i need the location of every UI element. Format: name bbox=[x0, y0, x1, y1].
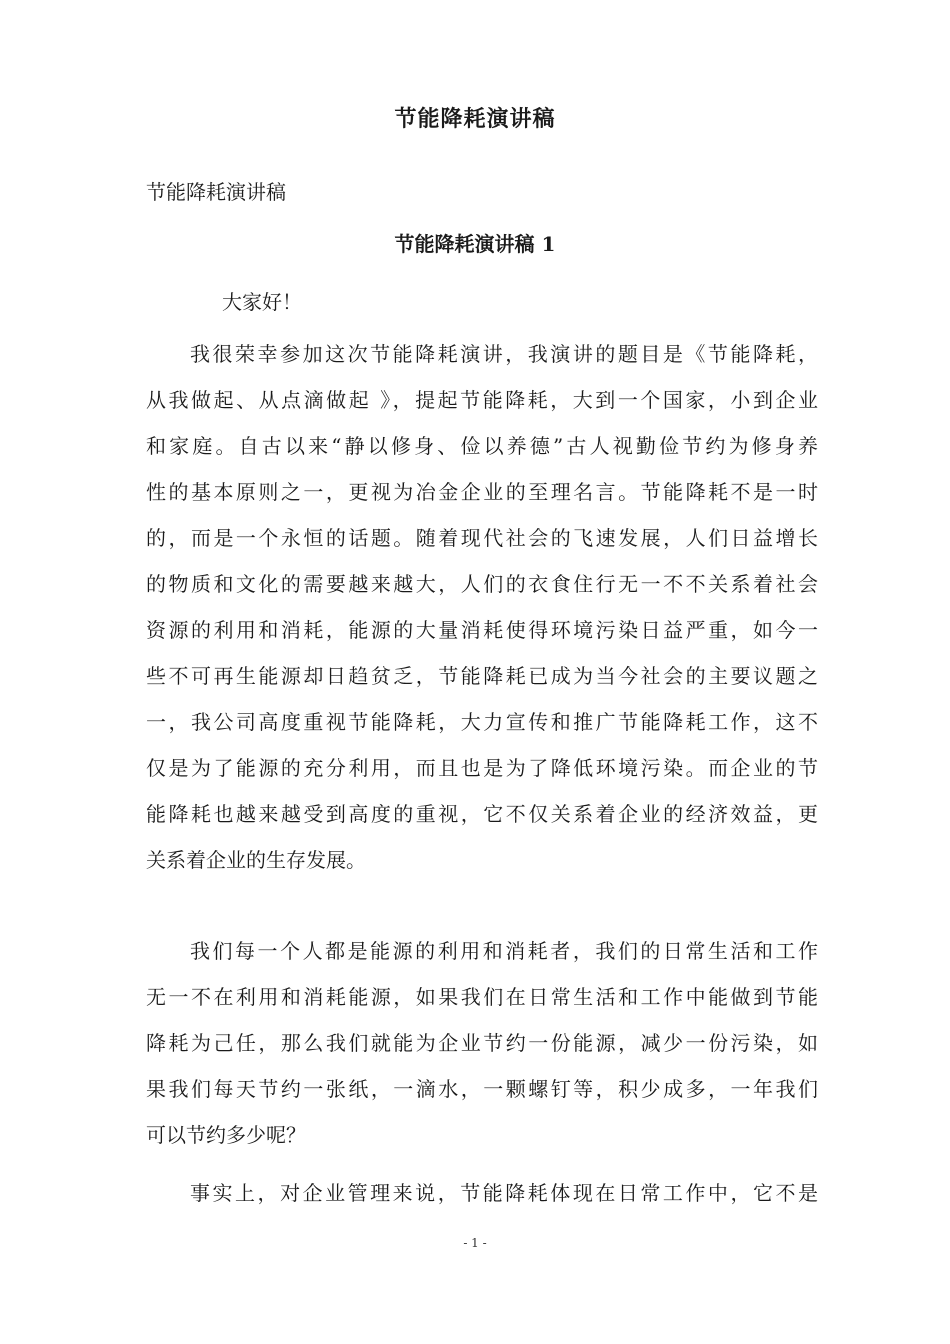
paragraph-line: 无一不在利用和消耗能源，如果我们在日常生活和工作中能做到节能 bbox=[146, 985, 818, 1009]
paragraph-line: 可以节约多少呢？ bbox=[146, 1123, 306, 1147]
paragraph-line: 仅是为了能源的充分利用，而且也是为了降低环境污染。而企业的节 bbox=[146, 756, 818, 780]
paragraph-line: 资源的利用和消耗，能源的大量消耗使得环境污染日益严重，如今一 bbox=[146, 618, 818, 642]
paragraph-line: 性的基本原则之一，更视为冶金企业的至理名言。节能降耗不是一时 bbox=[146, 480, 818, 504]
paragraph-line: 的物质和文化的需要越来越大，人们的衣食住行无一不不关系着社会 bbox=[146, 572, 818, 596]
paragraph-line: 果我们每天节约一张纸，一滴水，一颗螺钉等，积少成多，一年我们 bbox=[146, 1077, 818, 1101]
greeting-line: 大家好！ bbox=[222, 290, 302, 314]
paragraph-line: 降耗为己任，那么我们就能为企业节约一份能源，减少一份污染，如 bbox=[146, 1031, 818, 1055]
paragraph-3 bbox=[146, 1170, 818, 1216]
paragraph-2 bbox=[146, 928, 818, 1158]
document-subtitle: 节能降耗演讲稿 bbox=[146, 180, 286, 204]
paragraph-line: 的，而是一个永恒的话题。随着现代社会的飞速发展，人们日益增长 bbox=[146, 526, 818, 550]
paragraph-line: 事实上，对企业管理来说，节能降耗体现在日常工作中，它不是 bbox=[190, 1181, 818, 1205]
paragraph-line: 我们每一个人都是能源的利用和消耗者，我们的日常生活和工作 bbox=[190, 939, 818, 963]
paragraph-line: 关系着企业的生存发展。 bbox=[146, 848, 366, 872]
section-heading: 节能降耗演讲稿 1 bbox=[394, 232, 556, 256]
page-number: - 1 - bbox=[463, 1236, 487, 1250]
paragraph-line: 一，我公司高度重视节能降耗，大力宣传和推广节能降耗工作，这不 bbox=[146, 710, 818, 734]
paragraph-line: 和家庭。自古以来“静以修身、俭以养德”古人视勤俭节约为修身养 bbox=[146, 434, 818, 458]
paragraph-line: 我很荣幸参加这次节能降耗演讲，我演讲的题目是《节能降耗， bbox=[190, 342, 818, 366]
paragraph-line: 从我做起、从点滴做起 》，提起节能降耗，大到一个国家，小到企业 bbox=[146, 388, 818, 412]
document-title: 节能降耗演讲稿 bbox=[394, 106, 556, 132]
paragraph-line: 能降耗也越来越受到高度的重视，它不仅关系着企业的经济效益，更 bbox=[146, 802, 818, 826]
paragraph-line: 些不可再生能源却日趋贫乏，节能降耗已成为当今社会的主要议题之 bbox=[146, 664, 818, 688]
paragraph-1 bbox=[146, 331, 818, 883]
